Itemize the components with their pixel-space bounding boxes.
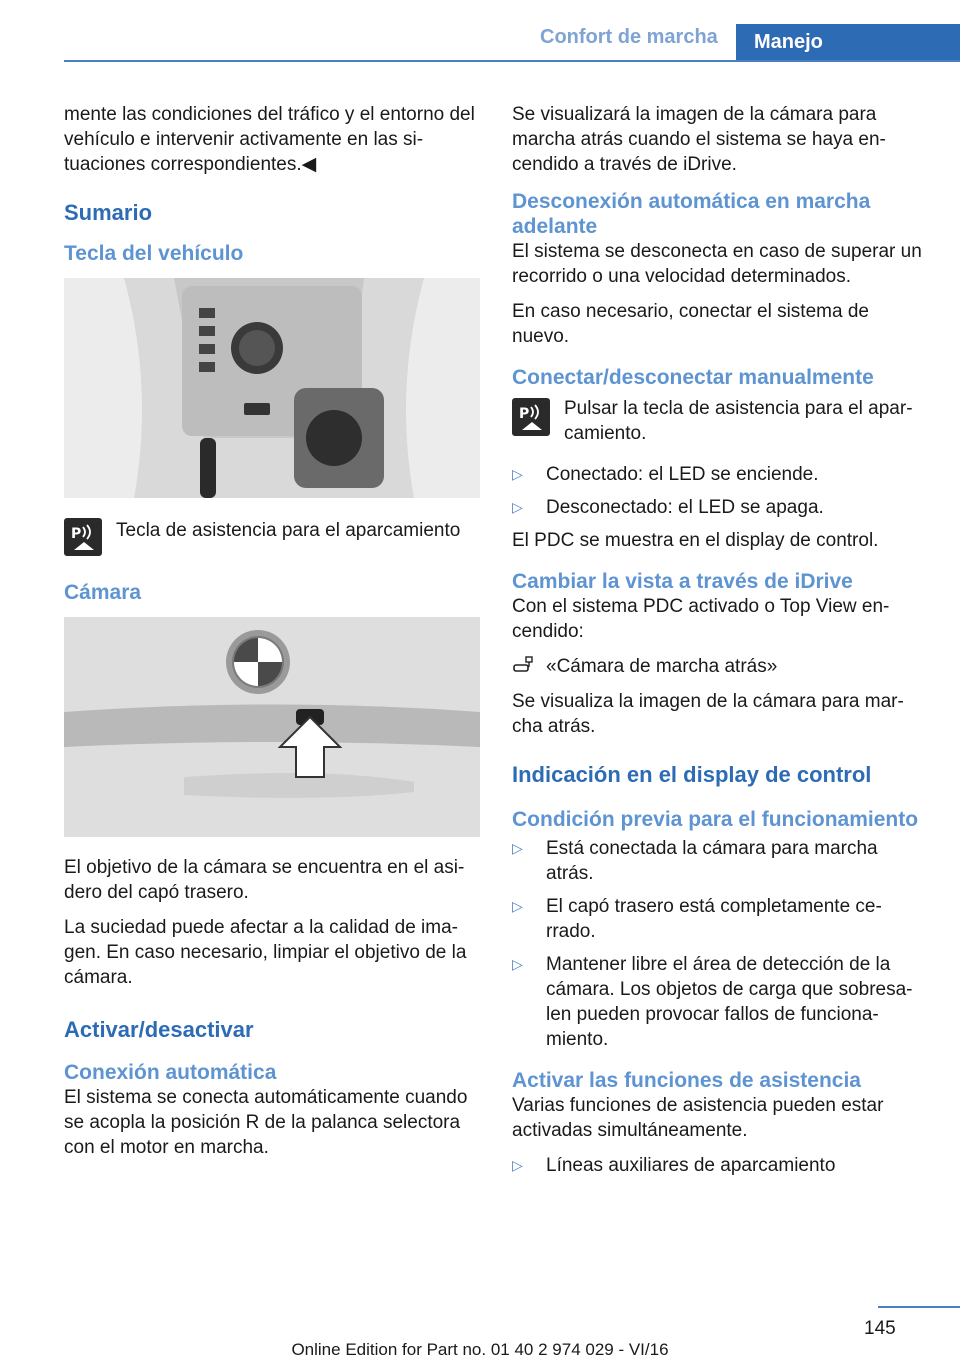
park-assist-icon (512, 398, 550, 436)
intro-paragraph: mente las condiciones del tráfico y el entorno del vehículo e intervenir activamente en las si‐tuaciones correspondientes.◀ (64, 104, 475, 175)
manual-paragraph: Pulsar la tecla de asistencia para el apar‐camiento. (564, 398, 913, 444)
heading-manual: Conectar/desconectar manualmente (512, 366, 874, 389)
list-item: ▷ Desconectado: el LED se apaga. (512, 497, 824, 518)
list-item: ▷ Líneas auxiliares de aparcamiento (512, 1155, 836, 1176)
rear-camera-icon (512, 655, 536, 675)
svg-text:P: P (71, 526, 82, 542)
manual-instruction-row (512, 396, 928, 446)
triangle-bullet-icon: ▷ (512, 466, 523, 482)
funciones-paragraph: Varias funciones de asistencia pueden estar activadas simultáneamente. (512, 1095, 884, 1141)
tecla-caption-row (64, 516, 480, 556)
header-rule (64, 60, 960, 62)
vista-menu-line (512, 654, 928, 679)
park-assist-icon (64, 518, 102, 556)
list-item: ▷ El capó trasero está completamente ce‐rrado. (512, 896, 882, 942)
heading-activar: Activar/desactivar (64, 1017, 254, 1042)
desconexion-paragraph-2: En caso necesario, conectar el sistema de nuevo. (512, 301, 869, 347)
vista-paragraph-2: Se visualiza la imagen de la cámara para mar‐cha atrás. (512, 691, 904, 737)
list-item: ▷ Está conectada la cámara para marcha atrás. (512, 838, 878, 884)
heading-sumario: Sumario (64, 200, 153, 225)
heading-condicion: Condición previa para el funcionamiento (512, 808, 919, 831)
vista-menu-label[interactable]: «Cámara de marcha atrás» (546, 656, 778, 677)
camara-paragraph-2: La suciedad puede afectar a la calidad de ima‐gen. En caso necesario, limpiar el objetivo de la cámara. (64, 917, 467, 988)
desconexion-paragraph-1: El sistema se desconecta en caso de superar un recorrido o una velocidad determinados. (512, 241, 922, 287)
rear-camera-photo (64, 617, 480, 837)
funciones-list (512, 1153, 928, 1178)
heading-indicacion: Indicación en el display de control (512, 762, 872, 787)
camara-paragraph-1: El objetivo de la cámara se encuentra en el asi‐dero del capó trasero. (64, 857, 465, 903)
heading-vista: Cambiar la vista a través de iDrive (512, 570, 853, 593)
tecla-caption: Tecla de asistencia para el aparcamiento (116, 520, 461, 541)
footer-rule (878, 1306, 960, 1308)
list-item: ▷ Conectado: el LED se enciende. (512, 464, 819, 485)
manual-list (512, 462, 928, 520)
conexion-paragraph: El sistema se conecta automáticamente cuando se acopla la posición R de la palanca selectora con el motor en marcha. (64, 1087, 468, 1158)
triangle-bullet-icon: ▷ (512, 1157, 523, 1173)
triangle-bullet-icon: ▷ (512, 499, 523, 515)
heading-desconexion: Desconexión automática en marcha adelante (512, 190, 871, 238)
triangle-bullet-icon: ▷ (512, 898, 523, 914)
idrive-paragraph: Se visualizará la imagen de la cámara para marcha atrás cuando el sistema se haya en‐cendido a través de iDrive. (512, 104, 886, 175)
list-item: ▷ Mantener libre el área de detección de la cámara. Los objetos de carga que sobresa‐len pueden provocar fallos de funciona‐miento. (512, 954, 913, 1050)
left-column (64, 102, 480, 1170)
heading-funciones: Activar las funciones de asistencia (512, 1069, 861, 1092)
vista-paragraph-1: Con el sistema PDC activado o Top View en‐cendido: (512, 596, 890, 642)
pdc-paragraph: El PDC se muestra en el display de control. (512, 530, 879, 551)
heading-tecla: Tecla del vehículo (64, 242, 244, 265)
edition-footer: Online Edition for Part no. 01 40 2 974 029 - VI/16 (291, 1340, 669, 1359)
chapter-tab-manejo[interactable]: Manejo (736, 24, 960, 62)
right-column (512, 102, 928, 1186)
vehicle-console-photo (64, 278, 480, 498)
section-tab-confort[interactable]: Confort de marcha (540, 26, 718, 48)
svg-text:P: P (519, 406, 530, 422)
triangle-bullet-icon: ▷ (512, 840, 523, 856)
triangle-bullet-icon: ▷ (512, 956, 523, 972)
heading-camara: Cámara (64, 581, 142, 604)
heading-conexion: Conexión automática (64, 1061, 277, 1084)
condicion-list (512, 836, 928, 1052)
page-number: 145 (864, 1318, 896, 1339)
